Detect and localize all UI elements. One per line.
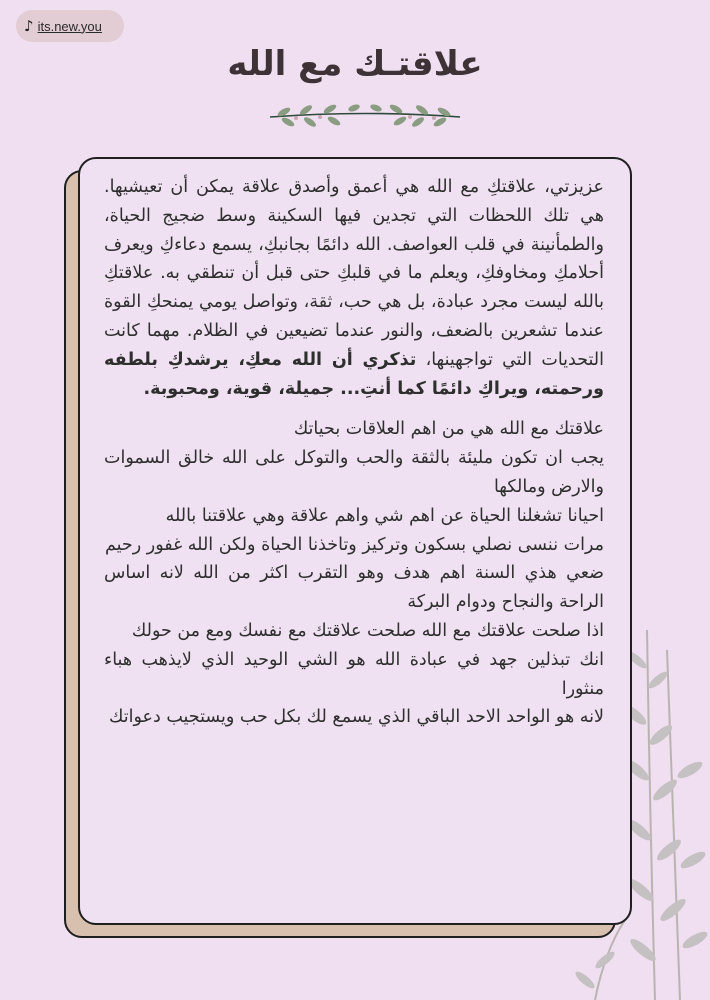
body-line: لانه هو الواحد الاحد الباقي الذي يسمع لك بكل حب ويستجيب دعواتك (109, 707, 604, 728)
leaf-branch-icon (266, 102, 464, 132)
page-title: علاقتـك مع الله (227, 44, 483, 84)
intro-bold-text: تذكري أن الله معكِ، يرشدكِ بلطفه ورحمته، ويراكِ دائمًا كما أنتِ... جميلة، قوية، ومحبوبة. (104, 349, 604, 399)
text-card (78, 157, 632, 925)
body-line: انك تبذلين جهد في عبادة الله هو الشي الوحيد الذي لايذهب هباء منثورا (104, 649, 604, 699)
tiktok-handle-tag[interactable] (16, 10, 124, 42)
tiktok-icon: ♪ (24, 17, 34, 35)
tiktok-handle[interactable]: its.new.you (37, 18, 102, 34)
body-line: ضعي هذي السنة اهم هدف وهو التقرب اكثر من الله لانه اساس الراحة والنجاح ودوام البركة (104, 563, 604, 613)
body-line: مرات ننسى نصلي بسكون وتركيز وتاخذنا الحياة ولكن الله غفور رحيم (104, 534, 604, 555)
intro-paragraph (104, 173, 604, 403)
body-line: يجب ان تكون مليئة بالثقة والحب والتوكل على الله خالق السموات والارض ومالكها (104, 448, 604, 497)
body-line: اذا صلحت علاقتك مع الله صلحت علاقتك مع نفسك ومع من حولك (131, 620, 604, 641)
body-line: علاقتك مع الله هي من اهم العلاقات بحياتك (293, 419, 604, 440)
body-line: احيانا تشغلنا الحياة عن اهم شي واهم علاقة وهي علاقتنا بالله (165, 505, 604, 526)
intro-text: عزيزتي، علاقتكِ مع الله هي أعمق وأصدق علاقة يمكن أن تعيشيها. هي تلك اللحظات التي تجدين فيها السكينة وسط ضجيج الحياة، والطمأنينة في قلب العواصف. الله دائمًا بجانبكِ، يسمع دعاءكِ ويعرف أحلامكِ ومخاوفكِ، ويعلم ما في قلبكِ حتى قبل أن تنطقي به. علاقتكِ بالله ليست مجرد عبادة، بل هي حب، ثقة، وتواصل يومي يمنحكِ القوة عندما تشعرين بالضعف، والنور عندما تضيعين في الظلام. مهما كانت التحديات التي تواجهينها، (104, 177, 604, 370)
